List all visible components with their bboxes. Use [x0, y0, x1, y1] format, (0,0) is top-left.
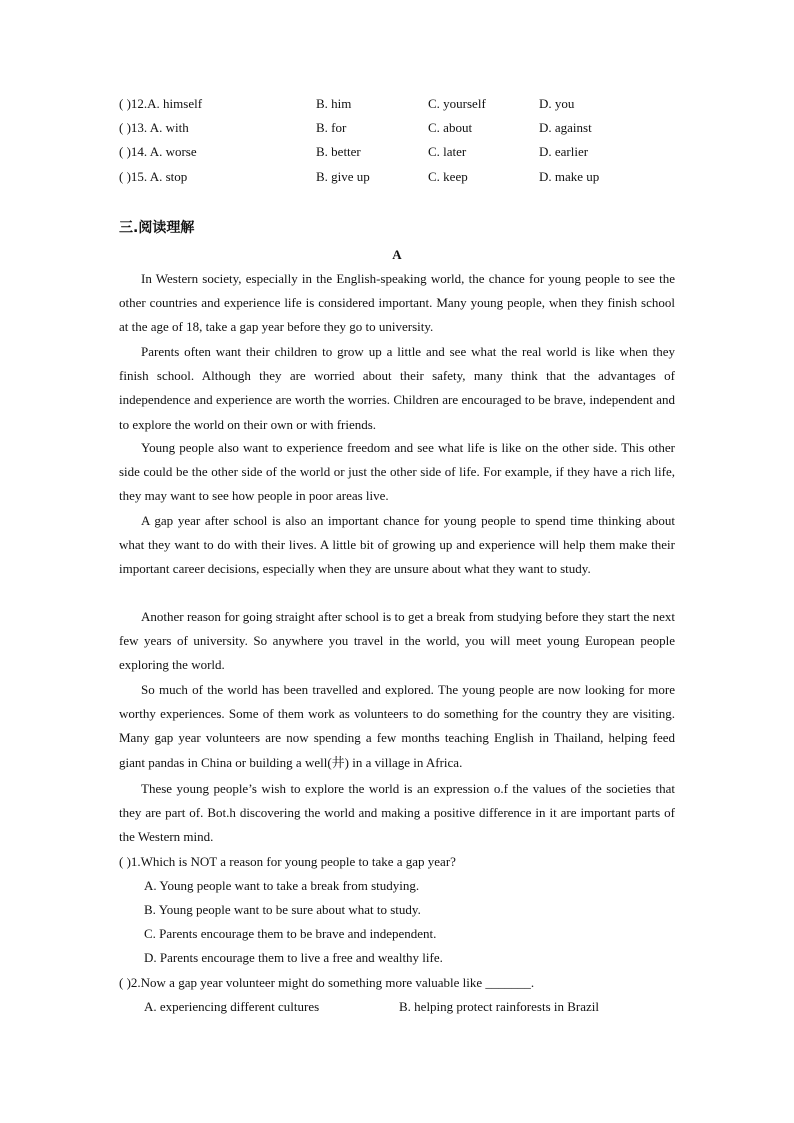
option-d: D. against [539, 120, 592, 135]
question-2-stem: ( )2.Now a gap year volunteer might do something more valuable like _______. [119, 975, 535, 990]
option-b: B. better [316, 144, 361, 159]
section-title: 三.阅读理解 [119, 220, 195, 236]
option-b: B. give up [316, 169, 370, 184]
option-d: D. make up [539, 169, 600, 184]
option-b: B. him [316, 96, 352, 111]
passage-paragraph: Parents often want their children to grow up a little and see what the real world is like when they finish school. Although they are worried about their safety, many think that the advantages of independence and experience are worth the worries. Children are encouraged to be brave, independent and to explore the world on their own or with friends. [119, 344, 675, 432]
passage-paragraph: So much of the world has been travelled and explored. The young people are now looking for more worthy experiences. Some of them work as volunteers to do something for the country they are visiting. Many gap year volunteers are now spending a few months teaching English in Thailand, helping feed giant pandas in China or building a well(井) in a village in Africa. [119, 682, 675, 770]
passage-paragraph: These young people’s wish to explore the world is an expression o.f the values of the societies that they are part of. Bot.h discovering the world and making a positive difference in it are important parts of the Western mind. [119, 781, 675, 845]
option-d: D. you [539, 96, 575, 111]
question-stem: ( )13. A. with [119, 120, 189, 135]
passage-paragraph: Another reason for going straight after school is to get a break from studying before they start the next few years of university. So anywhere you travel in the world, you will meet young European people exploring the world. [119, 609, 675, 673]
question-1-option-c: C. Parents encourage them to be brave and independent. [144, 926, 437, 941]
question-2-option-a: A. experiencing different cultures [144, 999, 320, 1014]
question-1-option-b: B. Young people want to be sure about what to study. [144, 902, 421, 917]
question-1-stem: ( )1.Which is NOT a reason for young people to take a gap year? [119, 854, 456, 869]
question-stem: ( )12.A. himself [119, 96, 203, 111]
option-c: C. yourself [428, 96, 486, 111]
option-c: C. keep [428, 169, 468, 184]
option-b: B. for [316, 120, 347, 135]
passage-paragraph: Young people also want to experience freedom and see what life is like on the other side. This other side could be the other side of the world or just the other side of life. For example, if they have a rich life, they may want to see how people in poor areas live. [119, 440, 675, 504]
passage-title: A [392, 247, 402, 262]
question-1-option-d: D. Parents encourage them to live a free and wealthy life. [144, 950, 443, 965]
passage-paragraph: In Western society, especially in the English-speaking world, the chance for young people to see the other countries and experience life is considered important. Many young people, when they finish school at the age of 18, take a gap year before they go to university. [119, 271, 675, 335]
question-stem: ( )14. A. worse [119, 144, 197, 159]
option-d: D. earlier [539, 144, 589, 159]
option-c: C. later [428, 144, 467, 159]
option-c: C. about [428, 120, 473, 135]
question-1-option-a: A. Young people want to take a break from studying. [144, 878, 420, 893]
question-2-option-b: B. helping protect rainforests in Brazil [399, 999, 600, 1014]
passage-paragraph: A gap year after school is also an important chance for young people to spend time thinking about what they want to do with their lives. A little bit of growing up and experience will help them make their important career decisions, especially when they are unsure about what they want to study. [119, 513, 675, 577]
question-stem: ( )15. A. stop [119, 169, 188, 184]
